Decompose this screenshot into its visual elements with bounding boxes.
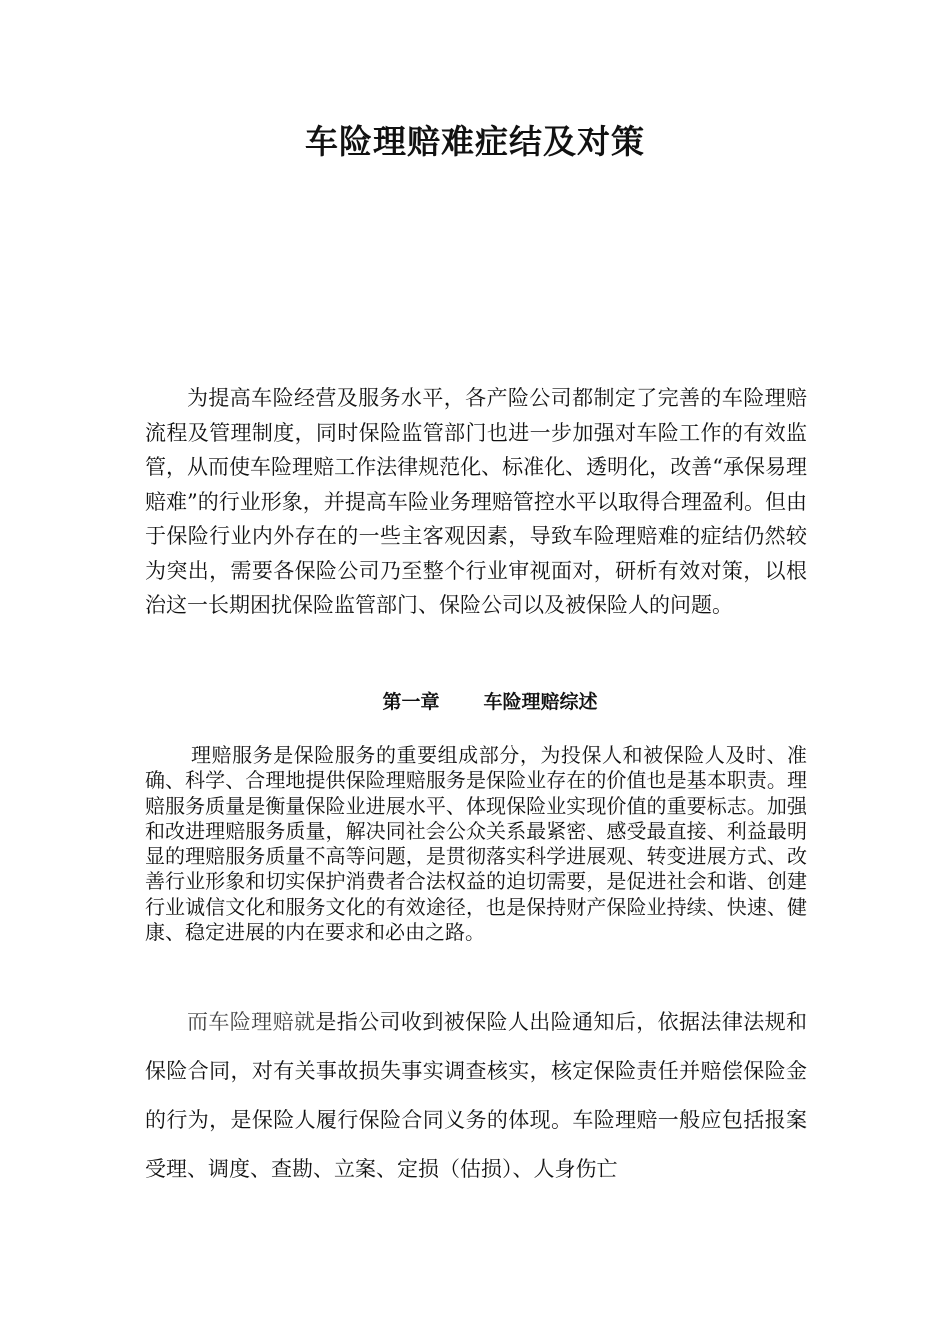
chapter-title: 车险理赔综述: [483, 691, 598, 713]
document-title: 车险理赔难症结及对策: [305, 122, 645, 161]
body-paragraph-2-lead: 而车险理赔就: [187, 1010, 316, 1034]
chapter-number: 第一章: [382, 691, 440, 713]
body-paragraph-2: [145, 998, 807, 1194]
intro-paragraph: 为提高车险经营及服务水平，各产险公司都制定了完善的车险理赔流程及管理制度，同时保险监管部门也进一步加强对车险工作的有效监管，从而使车险理赔工作法律规范化、标准化、透明化，改善“承保易理赔难”的行业形象，并提高车险业务理赔管控水平以取得合理盈利。但由于保险行业内外存在的一些主客观因素，导致车险理赔难的症结仍然较为突出，需要各保险公司乃至整个行业审视面对，研析有效对策，以根治这一长期困扰保险监管部门、保险公司以及被保险人的问题。: [145, 386, 807, 617]
body-paragraph-2-rest: 是指公司收到被保险人出险通知后，依据法律法规和保险合同，对有关事故损失事实调查核实，核定保险责任并赔偿保险金的行为，是保险人履行保险合同义务的体现。车险理赔一般应包括报案受理、调度、查勘、立案、定损（估损）、人身伤亡: [145, 1010, 808, 1181]
chapter-heading: [145, 688, 835, 716]
body-paragraph-1: 理赔服务是保险服务的重要组成部分，为投保人和被保险人及时、准确、科学、合理地提供保险理赔服务是保险业存在的价值也是基本职责。理赔服务质量是衡量保险业进展水平、体现保险业实现价值的重要标志。加强和改进理赔服务质量，解决同社会公众关系最紧密、感受最直接、利益最明显的理赔服务质量不高等问题，是贯彻落实科学进展观、转变进展方式、改善行业形象和切实保护消费者合法权益的迫切需要，是促进社会和谐、创建行业诚信文化和服务文化的有效途径，也是保持财产保险业持续、快速、健康、稳定进展的内在要求和必由之路。: [145, 743, 807, 945]
